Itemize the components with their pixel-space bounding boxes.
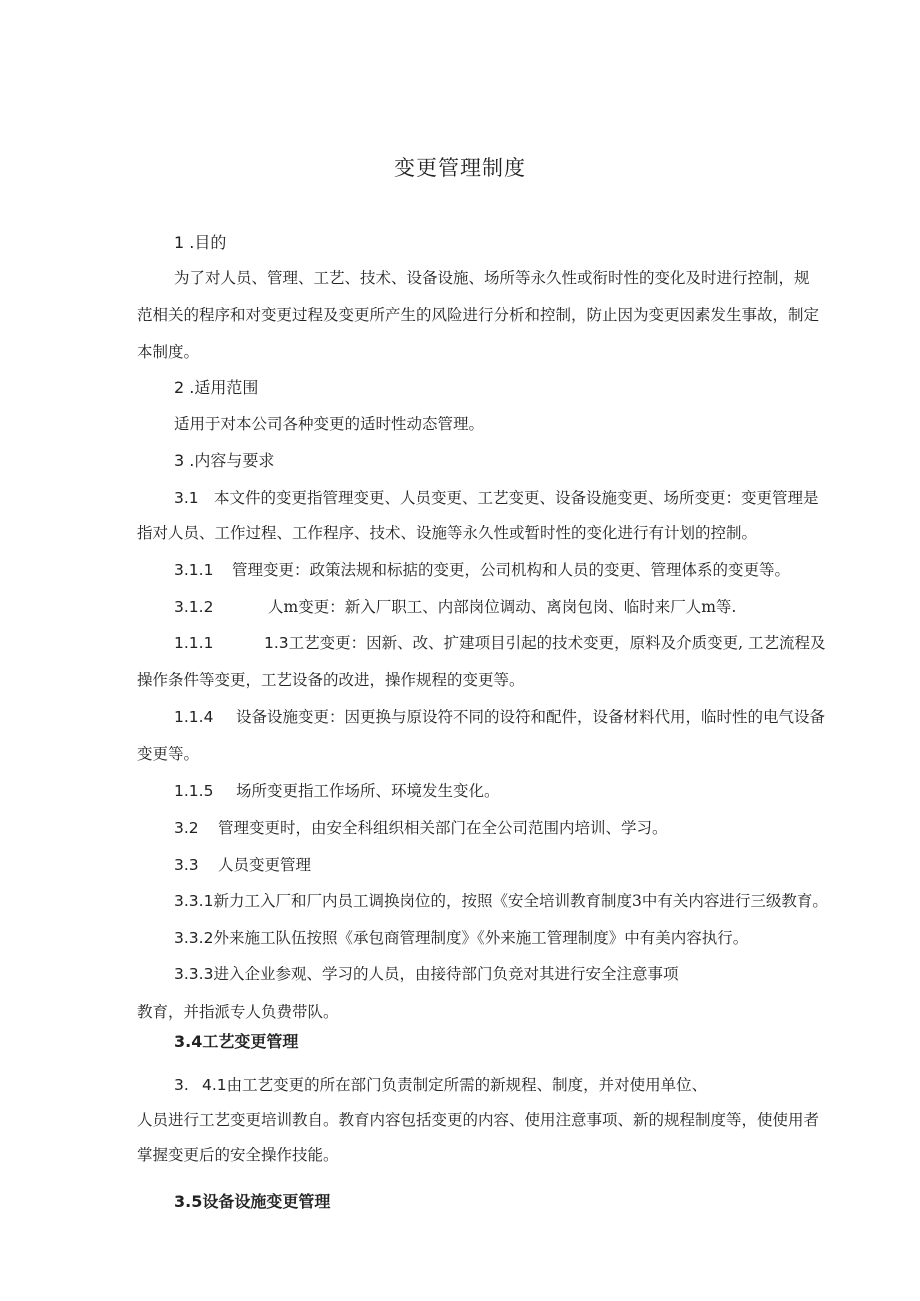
paragraph-line: 变更等。 [137,745,200,763]
clause-1-1-4 [174,707,881,727]
clause-text: 管理变更时，由安全科组织相关部门在全公司范围内培训、学习。 [218,819,668,837]
section-heading-scope: 2 .适用范围 [174,378,259,397]
clause-text: 管理变更：政策法规和标掂的变更，公司机构和人员的变更、管理体系的变更等。 [232,561,791,579]
clause-3-2 [174,818,881,838]
clause-text: 工艺变更：因新、改、扩建项目引起的技术变更，原料及介质变更, 工艺流程及 [288,634,826,652]
clause-3-4-1 [174,1075,881,1095]
clause-text: 外来施工队伍按照《承包商管理制度》《外来施工管理制度》中有美内容执行。 [213,929,749,947]
clause-subnumber: 4.1 [202,1076,227,1094]
paragraph-line: 为了对人员、管理、工艺、技术、设备设施、场所等永久性或衔时性的变化及时进行控制，规 [174,269,810,287]
section-heading-purpose: 1 .目的 [174,233,227,252]
clause-text: 由工艺变更的所在部门负责制定所需的新规程、制度，并对使用单位、 [226,1076,708,1094]
clause-number: 1.1.4 [174,708,214,726]
clause-number: 3.3.3 [174,965,214,983]
clause-text: 工艺变更管理 [202,1032,299,1051]
clause-text: 设备设施变更：因更换与原设符不同的设符和配件，设备材料代用，临时性的电气设备 [236,708,826,726]
clause-text: 新力工入厂和厂内员工调换岗位的，按照《安全培训教育制度3中有关内容进行三级教育。 [213,892,828,910]
clause-3-1-1 [174,560,881,580]
clause-number: 3. [174,1076,189,1094]
clause-subnumber: 1.3 [264,634,289,652]
clause-text: 人m变更：新入厂职工、内部岗位调动、离岗包岗、临时来厂人m等. [268,598,737,616]
clause-3-3 [174,855,881,875]
paragraph-line: 掌握变更后的安全操作技能。 [137,1146,339,1164]
clause-1-1-5 [174,781,881,801]
clause-text: 设备设施变更管理 [202,1192,331,1211]
clause-3-1-2 [174,597,881,617]
clause-number: 3.5 [174,1192,203,1211]
clause-3-3-1 [174,891,881,911]
clause-text: 进入企业参观、学习的人员，由接待部门负竞对其进行安全注意事项 [213,965,679,983]
clause-text: 人员变更管理 [218,856,312,874]
clause-3-5 [174,1192,881,1212]
clause-number: 3.1.2 [174,598,214,616]
clause-number: 3.1 [174,489,199,507]
paragraph-line: 人员进行工艺变更培训教自。教育内容包括变更的内容、使用注意事项、新的规程制度等，使使用者 [137,1111,820,1129]
clause-3-3-3 [174,964,881,984]
clause-number: 1.1.5 [174,782,214,800]
clause-text: 本文件的变更指管理变更、人员变更、工艺变更、设备设施变更、场所变更：变更管理是 [214,489,819,507]
clause-number: 3.3 [174,856,199,874]
paragraph-line: 本制度。 [137,343,200,361]
clause-3-4 [174,1032,881,1052]
paragraph-line: 指对人员、工作过程、工作程序、技术、设施等永久性或暂时性的变化进行有计划的控制。 [137,524,758,542]
paragraph-line: 适用于对本公司各种变更的适时性动态管理。 [174,415,485,433]
paragraph-line: 操作条件等变更，工艺设备的改进，操作规程的变更等。 [137,671,525,689]
clause-3-3-2 [174,928,881,948]
section-heading-content: 3 .内容与要求 [174,451,275,470]
clause-text: 场所变更指工作场所、环境发生变化。 [236,782,500,800]
clause-number: 3.3.2 [174,929,214,947]
clause-1-1-1 [174,633,881,653]
clause-number: 1.1.1 [174,634,214,652]
clause-number: 3.4 [174,1032,203,1051]
page-title: 变更管理制度 [394,156,526,180]
clause-number: 3.3.1 [174,892,214,910]
clause-number: 3.1.1 [174,561,214,579]
clause-3-1 [174,488,881,508]
paragraph-line: 教育，并指派专人负费带队。 [137,1003,339,1021]
clause-number: 3.2 [174,819,199,837]
paragraph-line: 范相关的程序和对变更过程及变更所产生的风险进行分析和控制，防止因为变更因素发生事故，制定 [137,306,820,324]
